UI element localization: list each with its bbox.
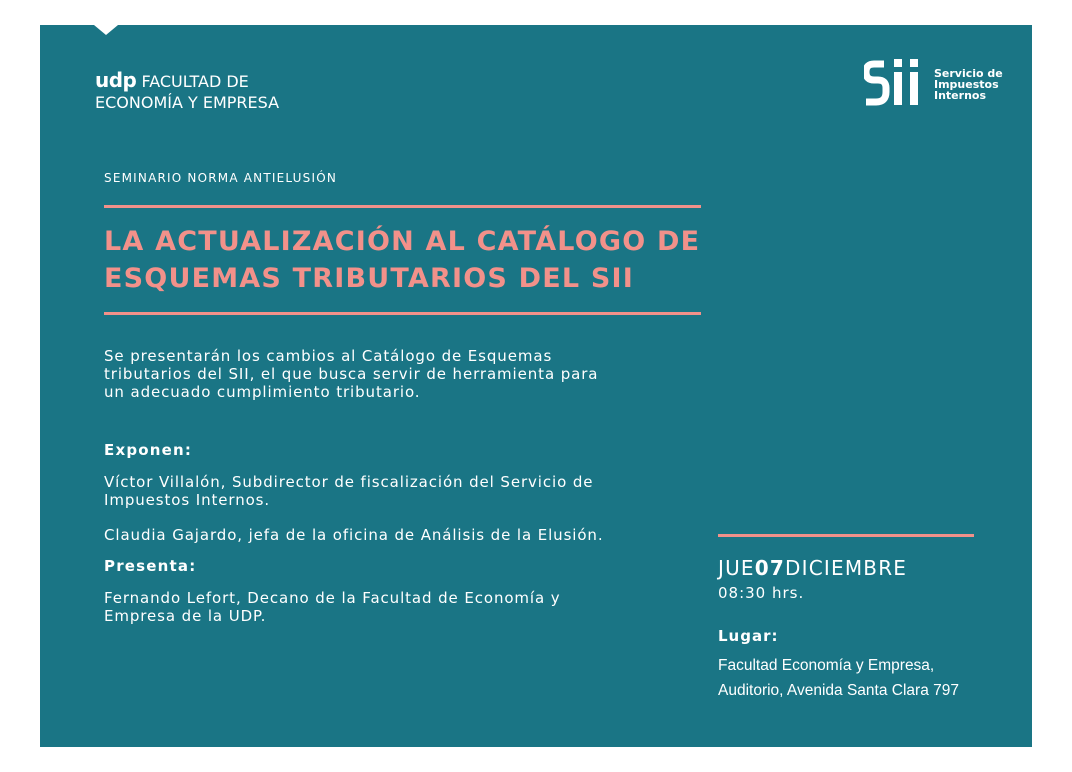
title-line: LA ACTUALIZACIÓN AL CATÁLOGO DE: [104, 226, 701, 257]
event-place: [718, 653, 959, 703]
place-heading: Lugar:: [718, 627, 779, 645]
title-line: ESQUEMAS TRIBUTARIOS DEL SII: [104, 263, 635, 294]
description-line: tributarios del SII, el que busca servir de herramienta para: [104, 365, 599, 383]
title-top-rule: [104, 205, 701, 208]
speakers-heading: Exponen:: [104, 441, 193, 459]
seminar-label: SEMINARIO NORMA ANTIELUSIÓN: [104, 171, 338, 185]
event-time: 08:30 hrs.: [718, 584, 805, 602]
event-month: DICIEMBRE: [785, 556, 908, 580]
event-weekday: JUE: [718, 556, 755, 580]
speaker-1-line: Impuestos Internos.: [104, 491, 271, 509]
sii-text-line: Servicio de: [934, 67, 1003, 80]
sii-logo-text: [934, 68, 1024, 101]
date-rule: [718, 534, 974, 537]
presenter-line: Empresa de la UDP.: [104, 607, 267, 625]
card-notch: [94, 25, 118, 35]
seminar-title: [104, 223, 714, 297]
description-line: Se presentarán los cambios al Catálogo de Esquemas: [104, 347, 553, 365]
presenter-line: Fernando Lefort, Decano de la Facultad de Economía y: [104, 589, 561, 607]
udp-faculty-line1: FACULTAD DE: [141, 72, 249, 91]
speaker-1: [104, 473, 593, 509]
seminar-description: [104, 347, 684, 401]
speaker-2: Claudia Gajardo, jefa de la oficina de Análisis de la Elusión.: [104, 526, 604, 544]
udp-logo: [95, 70, 279, 113]
event-date: [718, 556, 907, 580]
speaker-1-line: Víctor Villalón, Subdirector de fiscalización del Servicio de: [104, 473, 594, 491]
sii-text-line: Impuestos: [934, 78, 999, 91]
place-line: Auditorio, Avenida Santa Clara 797: [718, 682, 959, 699]
sii-logo-mark: [864, 58, 926, 108]
place-line: Facultad Economía y Empresa,: [718, 657, 935, 674]
sii-text-line: Internos: [934, 89, 987, 102]
description-line: un adecuado cumplimiento tributario.: [104, 383, 421, 401]
event-day: 07: [754, 556, 786, 580]
title-bottom-rule: [104, 312, 701, 315]
udp-faculty-line2: ECONOMÍA Y EMPRESA: [95, 93, 280, 112]
udp-short-name: udp: [95, 68, 137, 92]
presenter-heading: Presenta:: [104, 557, 197, 575]
presenter: [104, 589, 561, 625]
